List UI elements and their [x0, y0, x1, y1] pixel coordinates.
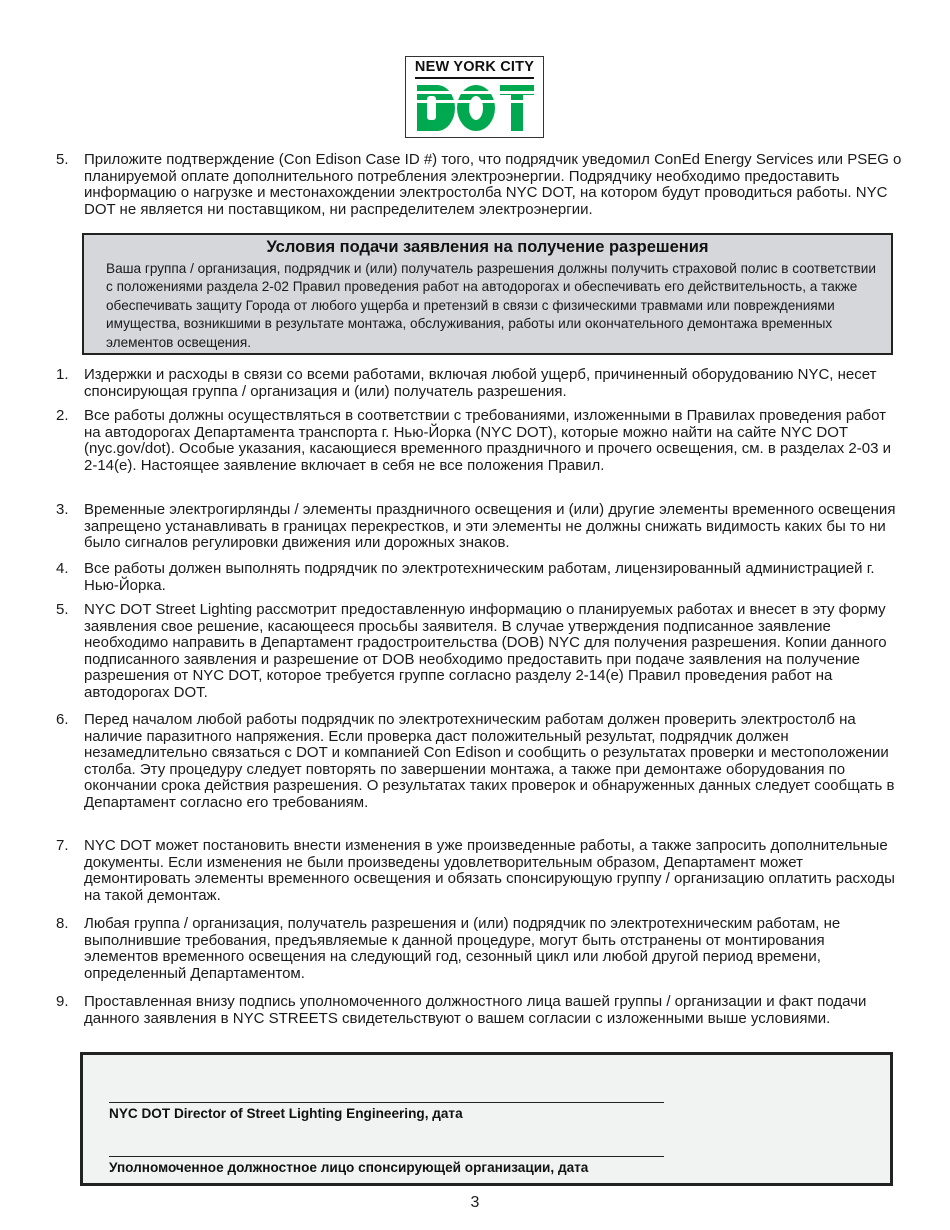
list-item-number: 7. — [56, 837, 69, 854]
list-item — [56, 367, 902, 400]
list-item-number: 9. — [56, 993, 69, 1010]
director-signature-label: NYC DOT Director of Street Lighting Engineering, дата — [109, 1106, 463, 1121]
list-item — [56, 561, 902, 594]
director-signature-line[interactable] — [109, 1102, 664, 1103]
list-item-number: 3. — [56, 501, 69, 518]
list-item-text: Все работы должен выполнять подрядчик по электротехническим работам, лицензированный администрацией г. Нью-Йорка. — [84, 560, 875, 594]
list-item-number: 6. — [56, 711, 69, 728]
list-item-text: NYC DOT может постановить внести изменения в уже произведенные работы, а также запросить дополнительные документы. Если изменения не были произведены удовлетворительным образом, Департамент может демонтировать элементы временного освещения и обязать спонсирующую группу / организацию оплатить расходы на такой демонтаж. — [84, 837, 895, 904]
signature-box — [80, 1052, 893, 1186]
page-number: 3 — [470, 1194, 480, 1211]
sponsor-signature-line[interactable] — [109, 1156, 664, 1157]
list-item — [56, 602, 902, 702]
list-item — [56, 712, 902, 812]
logo-rule — [415, 77, 534, 79]
list-item-number: 5. — [56, 151, 69, 168]
list-item-text: Любая группа / организация, получатель разрешения и (или) подрядчик по электротехническим работам, не выполнившие требования, предъявляемые к данной процедуре, могут быть отстранены от монтирования элементов временного освещения на следующий год, сезонный цикл или любой другой период времени, определенный Департаментом. — [84, 915, 841, 982]
list-item-text: Приложите подтверждение (Con Edison Case ID #) того, что подрядчик уведомил ConEd Energy Services или PSEG о планируемой оплате дополнительного потребления электроэнергии. Подрядчику необходимо предоставить информацию о нагрузке и местонахождении электростолба NYC DOT, на котором будут проводиться работы. NYC DOT не является ни поставщиком, ни распределителем электроэнергии. — [84, 151, 902, 218]
sponsor-signature-label: Уполномоченное должностное лицо спонсирующей организации, дата — [109, 1160, 589, 1175]
intro-list-item — [56, 152, 902, 218]
conditions-box — [82, 233, 893, 355]
list-item-number: 2. — [56, 407, 69, 424]
list-item — [56, 994, 902, 1027]
logo-dot-letters — [415, 83, 536, 133]
list-item-text: Все работы должны осуществляться в соответствии с требованиями, изложенными в Правилах проведения работ на автодорогах Департамента транспорта г. Нью-Йорка (NYC DOT), которые можно найти на сайте NYC DOT (nyc.gov/dot). Особые указания, касающиеся временного праздничного и прочего освещения, см. в разделах 2-03 и 2-14(e). Настоящее заявление включает в себя не все положения Правил. — [84, 407, 891, 474]
list-item — [56, 838, 902, 904]
nyc-dot-logo — [405, 56, 544, 138]
list-item-text: Временные электрогирлянды / элементы праздничного освещения и (или) другие элементы временного освещения запрещено устанавливать в границах перекрестков, и эти элементы не должны снижать видимость каких бы то ни было сигналов регулировки движения или дорожных знаков. — [84, 501, 896, 552]
list-item-text: NYC DOT Street Lighting рассмотрит предоставленную информацию о планируемых работах и внесет в эту форму заявления свое решение, касающееся просьбы заявителя. В случае утверждения подписанное заявление необходимо направить в Департамент градостроительства (DOB) NYC для получения разрешения. Копии данного подписанного заявления и разрешение от DOB необходимо предоставить при подаче заявления на получение разрешения от NYC DOT, которое требуется группе согласно разделу 2-14(e) Правил проведения работ на автодорогах DOT. — [84, 601, 887, 701]
list-item-number: 1. — [56, 366, 69, 383]
list-item — [56, 502, 902, 552]
list-item-text: Издержки и расходы в связи со всеми работами, включая любой ущерб, причиненный оборудованию NYC, несет спонсирующая группа / организация и (или) получатель разрешения. — [84, 366, 877, 400]
list-item-number: 5. — [56, 601, 69, 618]
list-item-text: Перед началом любой работы подрядчик по электротехническим работам должен проверить электростолб на наличие паразитного напряжения. Если проверка даст положительный результат, подрядчик должен незамедлительно связаться с DOT и компанией Con Edison и сообщить о результатах проверки и местоположении столба. Эту процедуру следует повторять по завершении монтажа, а также при демонтаже оборудования по окончании срока действия разрешения. О результатах таких проверок и обнаруженных данных следует сообщать в Департамент согласно его требованиям. — [84, 711, 895, 811]
logo-city-text: NEW YORK CITY — [414, 59, 535, 75]
list-item-number: 4. — [56, 560, 69, 577]
list-item — [56, 916, 902, 982]
list-item — [56, 408, 902, 474]
list-item-number: 8. — [56, 915, 69, 932]
list-item-text: Проставленная внизу подпись уполномоченного должностного лица вашей группы / организации и факт подачи данного заявления в NYC STREETS свидетельствуют о вашем согласии с изложенными выше условиями. — [84, 993, 867, 1027]
conditions-title: Условия подачи заявления на получение разрешения — [266, 238, 709, 256]
conditions-body: Ваша группа / организация, подрядчик и (или) получатель разрешения должны получить страховой полис в соответствии с положениями раздела 2-02 Правил проведения работ на автодорогах и обеспечивать его действительность, а также обеспечивать защиту Города от любого ущерба и претензий в связи с физическими травмами или повреждениями имущества, возникшими в результате монтажа, обслуживания, работы или окончательного демонтажа временных элементов освещения. — [106, 261, 876, 350]
